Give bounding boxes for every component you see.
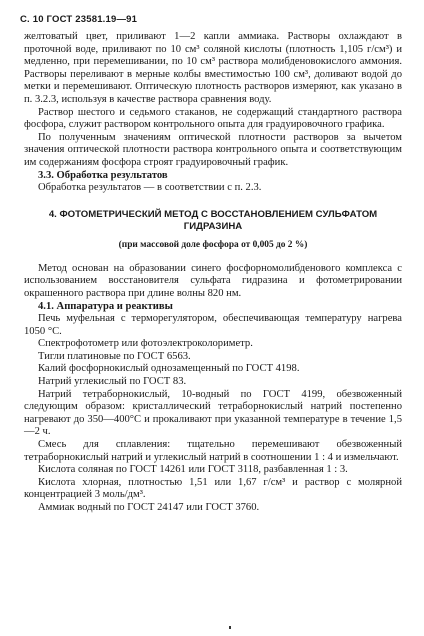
list-item: Натрий тетраборнокислый, 10-водный по ГОСТ 4199, обезвоженный следующим образом: кристаллический тетраборнокислый натрий постепенно нагревают до 350—400°С и прокаливают при указанной температуре в течение 1,5—2 ч. xyxy=(24,388,402,438)
section-4-title-line-1: 4. ФОТОМЕТРИЧЕСКИЙ МЕТОД С ВОССТАНОВЛЕНИЕМ СУЛЬФАТОМ xyxy=(48,208,378,220)
list-item: Калий фосфорнокислый однозамещенный по ГОСТ 4198. xyxy=(38,363,300,375)
list-item: Тигли платиновые по ГОСТ 6563. xyxy=(38,350,191,362)
list-item: Смесь для сплавления: тщательно перемешивают обезвоженный тетраборнокислый натрий и углекислый натрий в соотношении 1 : 4 и измельчают. xyxy=(24,439,402,463)
print-mark xyxy=(229,626,231,629)
heading-3-3: 3.3. Обработка результатов xyxy=(38,169,168,181)
paragraph-top-1: желтоватый цвет, приливают 1—2 капли аммиака. Растворы охлаждают в проточной воде, приливают по 10 см³ соляной кислоты (плотность 1,105 г/см³) и медленно, при перемешивании, по 10 см³ раствора молибденовокислого аммония. Растворы переливают в мерные колбы вместимостью 100 см³, доливают водой до метки и перемешивают. Оптическую плотность растворов измеряют, как указано в п. 3.2.3, используя в качестве раствора сравнения воду. xyxy=(24,31,402,105)
page-header: С. 10 ГОСТ 23581.19—91 xyxy=(20,14,138,25)
section-4-title-line-2: ГИДРАЗИНА xyxy=(183,220,243,232)
paragraph-method: Метод основан на образовании синего фосфорномолибденового комплекса с использованием восстановителя сульфата гидразина и фотометрировании окрашенного раствора при длине волны 820 нм. xyxy=(24,262,402,299)
list-item: Кислота хлорная, плотностью 1,51 или 1,67 г/см³ и раствор с молярной концентрацией 3 моль/дм³. xyxy=(24,476,402,501)
paragraph-3-3: Обработка результатов — в соответствии с п. 2.3. xyxy=(38,182,262,194)
list-item: Спектрофотометр или фотоэлектроколориметр. xyxy=(38,338,253,350)
list-item: Кислота соляная по ГОСТ 14261 или ГОСТ 3118, разбавленная 1 : 3. xyxy=(38,464,348,476)
list-item: Натрий углекислый по ГОСТ 83. xyxy=(38,376,187,388)
list-item: Аммиак водный по ГОСТ 24147 или ГОСТ 3760. xyxy=(38,502,260,513)
paragraph-top-2: Раствор шестого и седьмого стаканов, не содержащий стандартного раствора фосфора, служит раствором контрольного опыта для градуировочного графика. xyxy=(24,106,402,131)
heading-4-1: 4.1. Аппаратура и реактивы xyxy=(38,300,173,312)
list-item: Печь муфельная с терморегулятором, обеспечивающая температуру нагрева 1050 °С. xyxy=(24,313,402,337)
section-4-title xyxy=(24,209,402,233)
section-4-subtitle: (при массовой доле фосфора от 0,005 до 2 %) xyxy=(118,239,308,250)
paragraph-top-3: По полученным значениям оптической плотности растворов за вычетом значения оптической плотности раствора контрольного опыта и соответствующим им содержаниям фосфора строят градуировочный график. xyxy=(24,131,402,168)
